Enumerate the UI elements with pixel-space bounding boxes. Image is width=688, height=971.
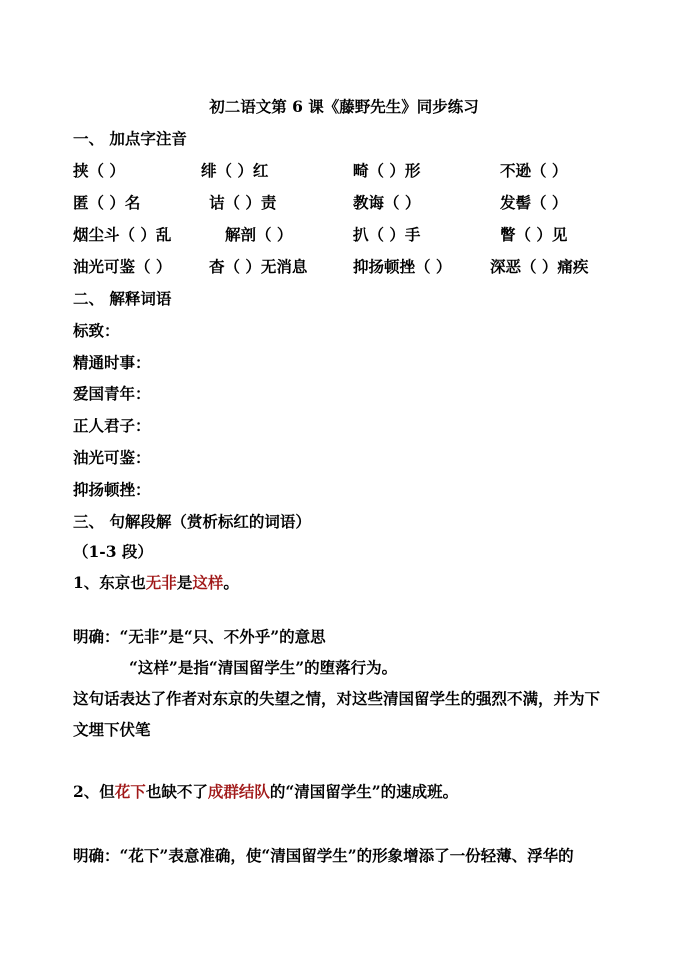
question-text: 2、但 xyxy=(73,782,115,801)
question-text: 也缺不了 xyxy=(145,782,208,801)
question-text: 的“清国留学生”的速成班。 xyxy=(269,782,459,801)
answer-2-line: 明确：“花下”表意准确，使“清国留学生”的形象增添了一份轻薄、浮华的 xyxy=(73,846,574,865)
pinyin-item: 烟尘斗（ ）乱 xyxy=(73,225,172,244)
pinyin-row-3 xyxy=(73,225,633,245)
question-1 xyxy=(73,573,239,593)
term-item: 正人君子： xyxy=(73,416,151,435)
section2-heading: 二、 解释词语 xyxy=(73,289,172,308)
question-text: 。 xyxy=(223,573,239,592)
pinyin-item: 匿（ ）名 xyxy=(73,193,141,212)
term-item: 抑扬顿挫： xyxy=(73,480,151,499)
answer-1-line: “这样”是指“清国留学生”的堕落行为。 xyxy=(129,658,398,677)
term-item: 精通时事： xyxy=(73,353,151,372)
question-2 xyxy=(73,782,458,802)
pinyin-item: 扒（ ）手 xyxy=(353,225,421,244)
pinyin-item: 深恶（ ）痛疾 xyxy=(490,257,589,276)
section1-heading: 一、 加点字注音 xyxy=(73,129,187,148)
paragraph-range: （1-3 段） xyxy=(73,542,153,561)
pinyin-item: 瞥（ ）见 xyxy=(500,225,568,244)
pinyin-item: 诘（ ）责 xyxy=(209,193,277,212)
pinyin-item: 教诲（ ） xyxy=(353,193,421,212)
term-item: 标致： xyxy=(73,321,120,340)
pinyin-row-1 xyxy=(73,161,633,181)
highlighted-word: 成群结队 xyxy=(207,782,270,801)
highlighted-word: 花下 xyxy=(114,782,146,801)
answer-1-line: 明确：“无非”是“只、不外乎”的意思 xyxy=(73,627,326,646)
question-text: 1、东京也 xyxy=(73,573,146,592)
pinyin-item: 绯（ ）红 xyxy=(201,161,269,180)
pinyin-item: 畸（ ）形 xyxy=(353,161,421,180)
pinyin-item: 解剖（ ） xyxy=(225,225,293,244)
section3-heading: 三、 句解段解（赏析标红的词语） xyxy=(73,512,311,531)
answer-1-line: 这句话表达了作者对东京的失望之情，对这些清国留学生的强烈不满，并为下 xyxy=(73,689,601,708)
page-title: 初二语文第 6 课《藤野先生》同步练习 xyxy=(209,97,479,116)
pinyin-item: 油光可鉴（ ） xyxy=(73,257,172,276)
pinyin-item: 不逊（ ） xyxy=(500,161,568,180)
term-item: 油光可鉴： xyxy=(73,448,151,467)
pinyin-item: 挟（ ） xyxy=(73,161,125,180)
answer-1-line: 文埋下伏笔 xyxy=(73,720,151,739)
highlighted-word: 无非 xyxy=(145,573,177,592)
pinyin-row-4 xyxy=(73,257,633,277)
pinyin-item: 发髻（ ） xyxy=(500,193,568,212)
pinyin-item: 抑扬顿挫（ ） xyxy=(353,257,452,276)
pinyin-item: 杳（ ）无消息 xyxy=(209,257,308,276)
term-item: 爱国青年： xyxy=(73,384,151,403)
question-text: 是 xyxy=(176,573,193,592)
pinyin-row-2 xyxy=(73,193,633,213)
highlighted-word: 这样 xyxy=(192,573,224,592)
